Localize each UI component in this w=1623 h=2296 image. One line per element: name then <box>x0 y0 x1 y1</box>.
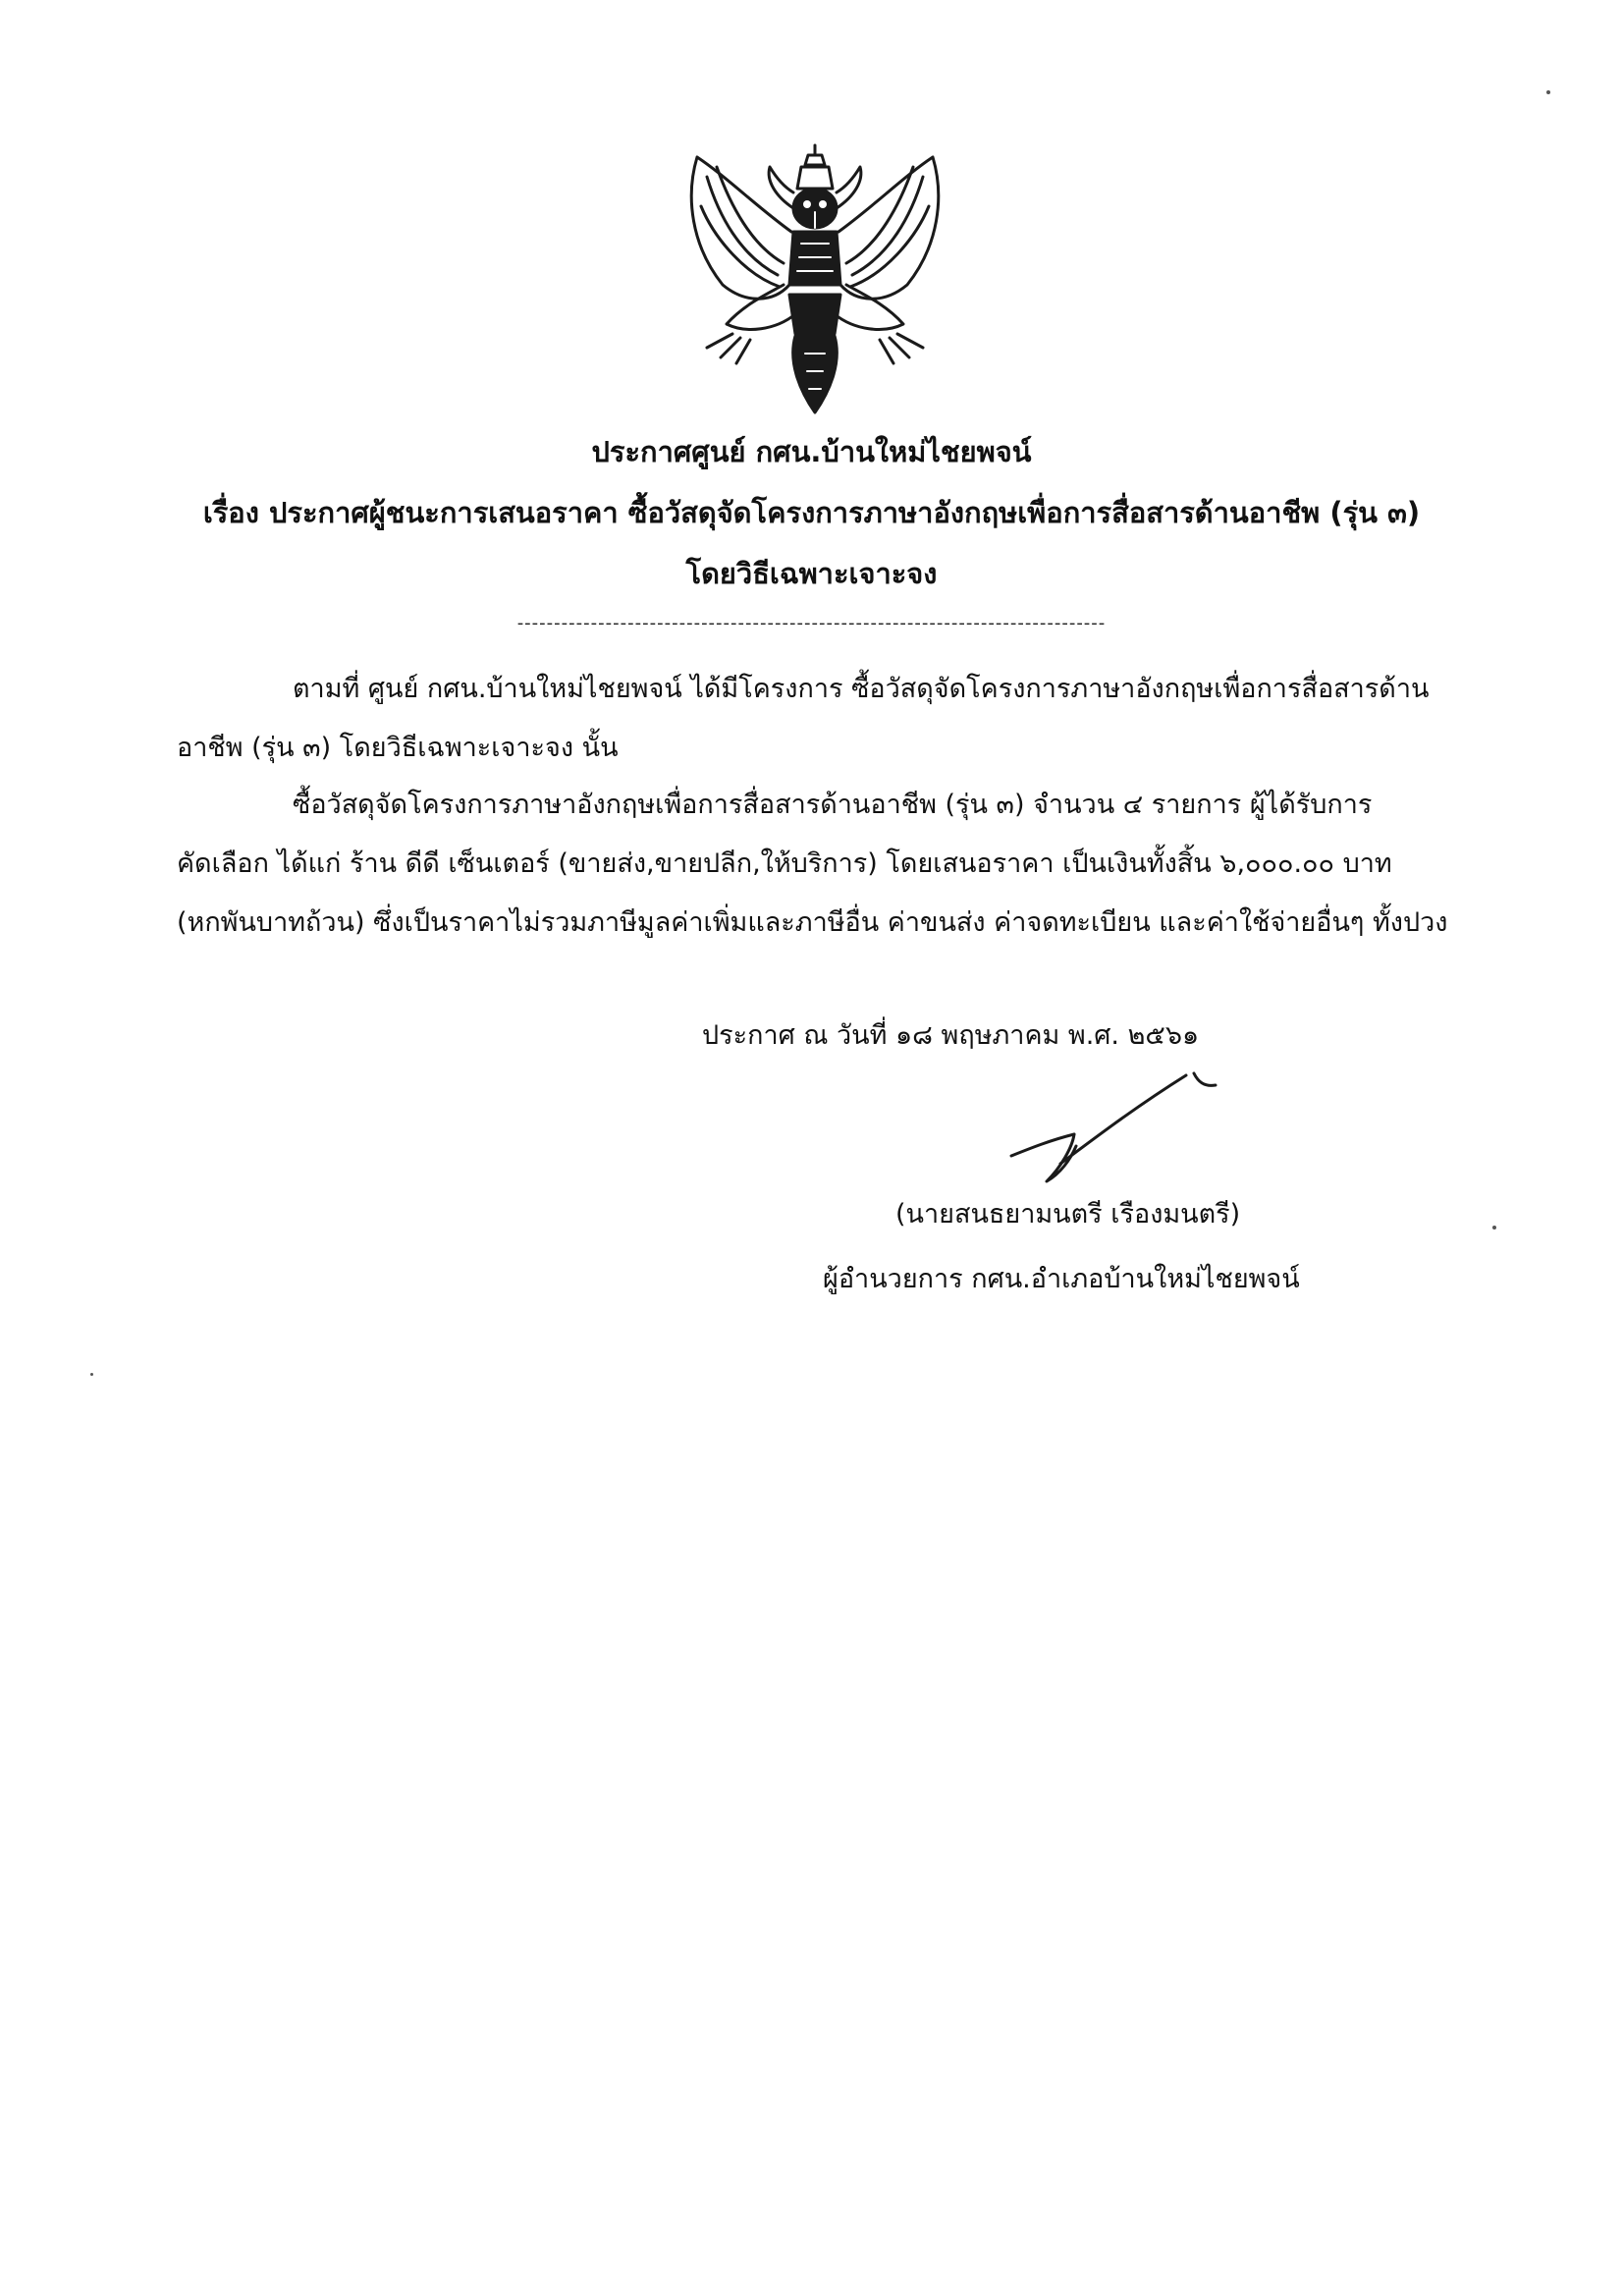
handwritten-signature-icon <box>992 1066 1267 1193</box>
paragraph2-line1: ซื้อวัสดุจัดโครงการภาษาอังกฤษเพื่อการสื่อสารด้านอาชีพ (รุ่น ๓) จำนวน ๔ รายการ ผู้ได้รับการ <box>293 790 1373 820</box>
scan-speck <box>1492 1226 1496 1230</box>
announcement-date: ประกาศ ณ วันที่ ๑๘ พฤษภาคม พ.ศ. ๒๕๖๑ <box>702 1020 1200 1051</box>
procurement-method: โดยวิธีเฉพาะเจาะจง <box>685 557 938 590</box>
paragraph1-line1: ตามที่ ศูนย์ กศน.บ้านใหม่ไชยพจน์ ได้มีโครงการ ซื้อวัสดุจัดโครงการภาษาอังกฤษเพื่อการสื่อสารด้าน <box>293 674 1430 704</box>
paragraph1-line2: อาชีพ (รุ่น ๓) โดยวิธีเฉพาะเจาะจง นั้น <box>177 733 619 763</box>
announcement-subject: เรื่อง ประกาศผู้ชนะการเสนอราคา ซื้อวัสดุจัดโครงการภาษาอังกฤษเพื่อการสื่อสารด้านอาชีพ (รุ่น ๓) <box>202 496 1421 529</box>
garuda-emblem-icon <box>668 137 962 422</box>
signer-title: ผู้อำนวยการ กศน.อำเภอบ้านใหม่ไชยพจน์ <box>823 1264 1300 1294</box>
announcement-title: ประกาศศูนย์ กศน.บ้านใหม่ไชยพจน์ <box>591 435 1032 468</box>
divider: -------------------------------------------------------------------------------- <box>516 613 1107 633</box>
scan-speck <box>1546 90 1550 94</box>
paragraph2-line2: คัดเลือก ได้แก่ ร้าน ดีดี เซ็นเตอร์ (ขายส่ง,ขายปลีก,ให้บริการ) โดยเสนอราคา เป็นเงินทั้งสิ้น ๖,๐๐๐.๐๐ บาท <box>177 848 1392 879</box>
signer-name: (นายสนธยามนตรี เรืองมนตรี) <box>895 1199 1241 1230</box>
scan-speck <box>90 1373 93 1376</box>
paragraph2-line3: (หกพันบาทถ้วน) ซึ่งเป็นราคาไม่รวมภาษีมูลค่าเพิ่มและภาษีอื่น ค่าขนส่ง ค่าจดทะเบียน และค่าใช้จ่ายอื่นๆ ทั้งปวง <box>177 907 1448 938</box>
